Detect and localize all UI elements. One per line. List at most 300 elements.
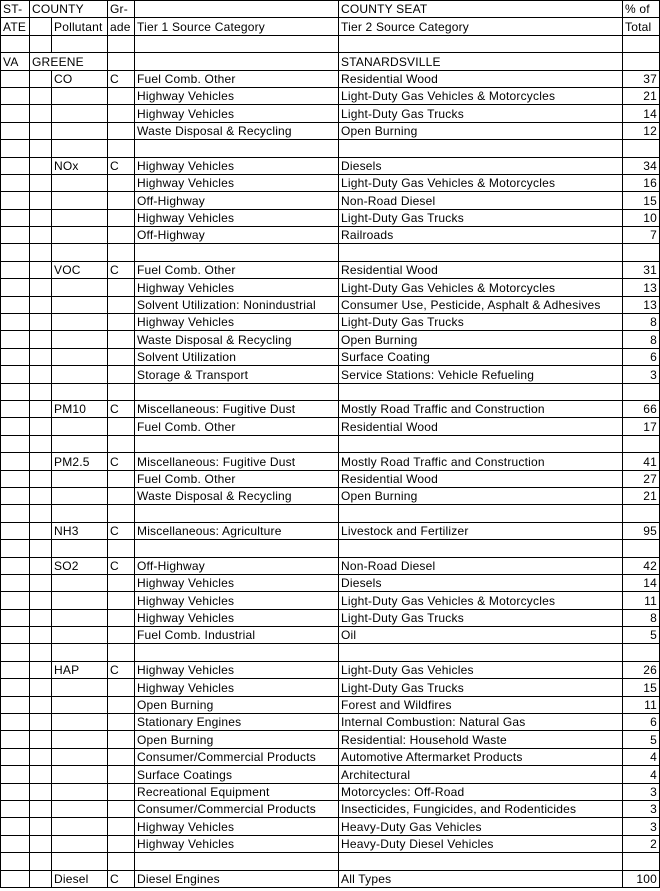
pollutant-cell: PM10	[52, 400, 108, 417]
tier2-cell: Internal Combustion: Natural Gas	[339, 714, 623, 731]
tier2-cell: Motorcycles: Off-Road	[339, 783, 623, 800]
header-grade-top: Gr-	[108, 1, 135, 18]
table-row	[1, 609, 660, 626]
percent-cell: 14	[623, 105, 660, 122]
state-blank	[1, 453, 30, 470]
table-row	[1, 522, 660, 539]
pollutant-blank	[52, 174, 108, 191]
spacer-row	[1, 505, 660, 522]
pollutant-blank	[52, 731, 108, 748]
county-blank	[30, 122, 52, 139]
state-blank	[1, 296, 30, 313]
table-row	[1, 766, 660, 783]
county-blank	[30, 227, 52, 244]
pollutant-blank	[52, 592, 108, 609]
county-blank	[30, 714, 52, 731]
pollutant-cell: VOC	[52, 261, 108, 278]
tier2-cell: Service Stations: Vehicle Refueling	[339, 366, 623, 383]
tier2-cell: Light-Duty Gas Trucks	[339, 105, 623, 122]
grade-blank	[108, 87, 135, 104]
tier2-cell: Heavy-Duty Diesel Vehicles	[339, 835, 623, 852]
grade-blank	[108, 609, 135, 626]
header-tier2: Tier 2 Source Category	[339, 18, 623, 35]
county-blank	[30, 627, 52, 644]
table-row	[1, 261, 660, 278]
percent-cell: 11	[623, 592, 660, 609]
table-row	[1, 227, 660, 244]
percent-cell: 11	[623, 696, 660, 713]
grade-blank	[108, 487, 135, 504]
county-blank	[30, 487, 52, 504]
tier2-cell: Diesels	[339, 157, 623, 174]
state-blank	[1, 748, 30, 765]
grade-blank	[108, 748, 135, 765]
pollutant-blank	[52, 818, 108, 835]
tier1-cell: Miscellaneous: Fugitive Dust	[135, 400, 339, 417]
county-blank	[30, 592, 52, 609]
header-row-1	[1, 1, 660, 18]
percent-cell: 8	[623, 314, 660, 331]
county-blank	[30, 522, 52, 539]
percent-cell: 4	[623, 766, 660, 783]
table-row	[1, 714, 660, 731]
pollutant-blank	[52, 574, 108, 591]
header-tier1-top	[135, 1, 339, 18]
county-blank	[30, 453, 52, 470]
grade-blank	[108, 835, 135, 852]
county-blank	[30, 348, 52, 365]
county-blank	[30, 331, 52, 348]
percent-cell: 27	[623, 470, 660, 487]
percent-cell: 5	[623, 731, 660, 748]
grade-blank	[108, 418, 135, 435]
pollutant-blank	[52, 696, 108, 713]
grade-cell: C	[108, 70, 135, 87]
state-blank	[1, 174, 30, 191]
table-row	[1, 400, 660, 417]
percent-cell: 14	[623, 574, 660, 591]
pollutant-cell: Diesel	[52, 870, 108, 887]
percent-cell: 15	[623, 679, 660, 696]
county-blank	[30, 731, 52, 748]
county-blank	[30, 105, 52, 122]
grade-blank	[108, 592, 135, 609]
county-blank	[30, 870, 52, 887]
state-blank	[1, 557, 30, 574]
tier1-cell: Surface Coatings	[135, 766, 339, 783]
table-row	[1, 783, 660, 800]
grade-blank	[108, 731, 135, 748]
table-row	[1, 800, 660, 817]
county-blank	[30, 366, 52, 383]
percent-cell: 31	[623, 261, 660, 278]
state-blank	[1, 714, 30, 731]
percent-cell: 13	[623, 279, 660, 296]
table-row	[1, 870, 660, 887]
grade-blank	[108, 470, 135, 487]
table-row	[1, 366, 660, 383]
tier1-cell: Miscellaneous: Fugitive Dust	[135, 453, 339, 470]
percent-cell: 95	[623, 522, 660, 539]
table-row	[1, 418, 660, 435]
tier2-cell: Heavy-Duty Gas Vehicles	[339, 818, 623, 835]
grade-blank	[108, 766, 135, 783]
county-blank	[30, 609, 52, 626]
state-blank	[1, 835, 30, 852]
percent-cell: 13	[623, 296, 660, 313]
pollutant-blank	[52, 279, 108, 296]
tier1-cell: Waste Disposal & Recycling	[135, 331, 339, 348]
tier1-cell: Storage & Transport	[135, 366, 339, 383]
pollutant-blank	[52, 192, 108, 209]
county-blank	[30, 470, 52, 487]
county-blank	[30, 818, 52, 835]
percent-cell: 4	[623, 748, 660, 765]
grade-blank	[108, 348, 135, 365]
county-blank	[30, 418, 52, 435]
state-blank	[1, 261, 30, 278]
tier2-cell: Consumer Use, Pesticide, Asphalt & Adhesives	[339, 296, 623, 313]
state-blank	[1, 87, 30, 104]
header-state-bottom: ATE	[1, 18, 30, 35]
table-row	[1, 87, 660, 104]
tier1-cell: Diesel Engines	[135, 870, 339, 887]
county-blank	[30, 766, 52, 783]
table-row	[1, 592, 660, 609]
percent-cell: 5	[623, 627, 660, 644]
table-row	[1, 696, 660, 713]
tier1-cell: Waste Disposal & Recycling	[135, 487, 339, 504]
county-blank	[30, 209, 52, 226]
county-blank	[30, 661, 52, 678]
state-blank	[1, 783, 30, 800]
grade-cell: C	[108, 522, 135, 539]
table-row	[1, 348, 660, 365]
table-row	[1, 627, 660, 644]
county-blank	[30, 157, 52, 174]
pollutant-blank	[52, 800, 108, 817]
county-blank	[30, 279, 52, 296]
tier1-cell: Highway Vehicles	[135, 174, 339, 191]
pollutant-blank	[52, 331, 108, 348]
grade-blank	[108, 122, 135, 139]
grade-blank	[108, 192, 135, 209]
percent-cell: 21	[623, 487, 660, 504]
pollutant-cell: NH3	[52, 522, 108, 539]
pollutant-cell: CO	[52, 70, 108, 87]
state-blank	[1, 279, 30, 296]
percent-cell: 2	[623, 835, 660, 852]
tier2-cell: Oil	[339, 627, 623, 644]
state-blank	[1, 522, 30, 539]
tier2-cell: Mostly Road Traffic and Construction	[339, 400, 623, 417]
header-county-bottom	[30, 18, 52, 35]
grade-blank	[108, 818, 135, 835]
pollutant-blank	[52, 766, 108, 783]
grade-cell: C	[108, 661, 135, 678]
header-row-2	[1, 18, 660, 35]
percent-cell: 16	[623, 174, 660, 191]
percent-cell: 8	[623, 609, 660, 626]
county-seat-cell: STANARDSVILLE	[339, 53, 623, 70]
tier2-cell: All Types	[339, 870, 623, 887]
spacer-row	[1, 383, 660, 400]
tier2-cell: Automotive Aftermarket Products	[339, 748, 623, 765]
pollutant-blank	[52, 470, 108, 487]
pollutant-blank	[52, 748, 108, 765]
spacer-row	[1, 435, 660, 452]
header-county-top: COUNTY	[30, 1, 108, 18]
county-blank	[30, 748, 52, 765]
tier1-cell: Waste Disposal & Recycling	[135, 122, 339, 139]
tier2-cell: Light-Duty Gas Trucks	[339, 679, 623, 696]
percent-cell: 37	[623, 70, 660, 87]
percent-cell: 3	[623, 783, 660, 800]
state-blank	[1, 818, 30, 835]
state-blank	[1, 800, 30, 817]
county-blank	[30, 314, 52, 331]
county-blank	[30, 192, 52, 209]
tier1-cell: Fuel Comb. Other	[135, 70, 339, 87]
tier1-cell: Fuel Comb. Other	[135, 418, 339, 435]
tier2-cell: Railroads	[339, 227, 623, 244]
grade-blank	[108, 679, 135, 696]
table-row	[1, 157, 660, 174]
county-blank	[30, 87, 52, 104]
pollutant-cell: PM2.5	[52, 453, 108, 470]
tier1-cell: Highway Vehicles	[135, 279, 339, 296]
county-blank	[30, 557, 52, 574]
percent-cell: 6	[623, 348, 660, 365]
percent-cell: 7	[623, 227, 660, 244]
tier1-cell: Solvent Utilization: Nonindustrial	[135, 296, 339, 313]
pollutant-blank	[52, 348, 108, 365]
county-cell: GREENE	[30, 53, 108, 70]
state-blank	[1, 105, 30, 122]
tier2-cell: Livestock and Fertilizer	[339, 522, 623, 539]
tier1-cell: Solvent Utilization	[135, 348, 339, 365]
grade-blank	[108, 366, 135, 383]
tier2-cell: Mostly Road Traffic and Construction	[339, 453, 623, 470]
tier2-cell: Open Burning	[339, 487, 623, 504]
grade-blank	[108, 227, 135, 244]
percent-cell: 3	[623, 818, 660, 835]
tier2-cell: Open Burning	[339, 122, 623, 139]
pollutant-blank	[52, 296, 108, 313]
percent-cell: 3	[623, 800, 660, 817]
tier2-cell: Non-Road Diesel	[339, 192, 623, 209]
pollutant-blank	[52, 418, 108, 435]
tier1-cell: Highway Vehicles	[135, 105, 339, 122]
tier1-cell: Highway Vehicles	[135, 314, 339, 331]
header-grade-bottom: ade	[108, 18, 135, 35]
state-blank	[1, 696, 30, 713]
grade-blank	[108, 279, 135, 296]
percent-cell: 100	[623, 870, 660, 887]
tier2-cell: Architectural	[339, 766, 623, 783]
percent-cell: 42	[623, 557, 660, 574]
tier2-cell: Residential: Household Waste	[339, 731, 623, 748]
tier2-cell: Residential Wood	[339, 418, 623, 435]
table-row	[1, 679, 660, 696]
grade-cell: C	[108, 157, 135, 174]
table-row	[1, 574, 660, 591]
header-state-top: ST-	[1, 1, 30, 18]
percent-cell: 8	[623, 331, 660, 348]
tier1-cell: Miscellaneous: Agriculture	[135, 522, 339, 539]
table-body	[1, 1, 660, 888]
spacer-row	[1, 244, 660, 261]
table-row	[1, 835, 660, 852]
state-blank	[1, 679, 30, 696]
state-blank	[1, 627, 30, 644]
grade-blank	[108, 331, 135, 348]
tier2-cell: Light-Duty Gas Trucks	[339, 209, 623, 226]
tier2-cell: Surface Coating	[339, 348, 623, 365]
table-row	[1, 279, 660, 296]
table-row	[1, 192, 660, 209]
tier2-cell: Light-Duty Gas Vehicles	[339, 661, 623, 678]
table-row	[1, 209, 660, 226]
state-blank	[1, 348, 30, 365]
county-blank	[30, 696, 52, 713]
percent-cell: 21	[623, 87, 660, 104]
table-row	[1, 70, 660, 87]
pollutant-blank	[52, 366, 108, 383]
percent-cell: 17	[623, 418, 660, 435]
percent-cell: 26	[623, 661, 660, 678]
table-row	[1, 174, 660, 191]
grade-blank	[108, 783, 135, 800]
county-blank	[30, 296, 52, 313]
state-blank	[1, 470, 30, 487]
county-blank	[30, 679, 52, 696]
grade-blank	[108, 174, 135, 191]
state-blank	[1, 331, 30, 348]
state-blank	[1, 487, 30, 504]
percent-cell: 41	[623, 453, 660, 470]
state-blank	[1, 157, 30, 174]
tier1-cell: Consumer/Commercial Products	[135, 800, 339, 817]
tier1-cell: Highway Vehicles	[135, 209, 339, 226]
county-blank	[30, 174, 52, 191]
table-row	[1, 331, 660, 348]
tier1-cell: Open Burning	[135, 696, 339, 713]
percent-cell: 6	[623, 714, 660, 731]
pollutant-blank	[52, 835, 108, 852]
table-row	[1, 661, 660, 678]
grade-cell: C	[108, 453, 135, 470]
tier1-cell: Highway Vehicles	[135, 609, 339, 626]
grade-blank	[108, 574, 135, 591]
tier1-cell: Consumer/Commercial Products	[135, 748, 339, 765]
pollutant-blank	[52, 609, 108, 626]
county-blank	[30, 574, 52, 591]
pollutant-blank	[52, 627, 108, 644]
tier2-cell: Insecticides, Fungicides, and Rodenticides	[339, 800, 623, 817]
table-row	[1, 748, 660, 765]
percent-cell: 10	[623, 209, 660, 226]
tier1-cell: Off-Highway	[135, 227, 339, 244]
tier2-cell: Residential Wood	[339, 261, 623, 278]
grade-cell: C	[108, 870, 135, 887]
table-row	[1, 470, 660, 487]
state-blank	[1, 592, 30, 609]
tier1-cell: Off-Highway	[135, 192, 339, 209]
tier1-cell: Highway Vehicles	[135, 87, 339, 104]
county-blank	[30, 783, 52, 800]
percent-cell: 34	[623, 157, 660, 174]
grade-blank	[108, 714, 135, 731]
state-blank	[1, 574, 30, 591]
tier1-cell: Stationary Engines	[135, 714, 339, 731]
tier1-cell: Highway Vehicles	[135, 574, 339, 591]
tier2-cell: Residential Wood	[339, 470, 623, 487]
tier2-cell: Light-Duty Gas Vehicles & Motorcycles	[339, 592, 623, 609]
grade-blank	[108, 105, 135, 122]
pollutant-blank	[52, 209, 108, 226]
location-row	[1, 53, 660, 70]
pollutant-cell: SO2	[52, 557, 108, 574]
header-pollutant: Pollutant	[52, 18, 108, 35]
pollutant-blank	[52, 314, 108, 331]
table-row	[1, 818, 660, 835]
state-blank	[1, 227, 30, 244]
grade-blank	[108, 209, 135, 226]
county-blank	[30, 800, 52, 817]
tier2-cell: Light-Duty Gas Trucks	[339, 314, 623, 331]
pollutant-blank	[52, 714, 108, 731]
grade-blank	[108, 800, 135, 817]
percent-cell: 3	[623, 366, 660, 383]
table-row	[1, 122, 660, 139]
grade-cell: C	[108, 400, 135, 417]
spacer-row	[1, 540, 660, 557]
state-blank	[1, 731, 30, 748]
table-row	[1, 487, 660, 504]
header-tier1: Tier 1 Source Category	[135, 18, 339, 35]
tier1-cell: Highway Vehicles	[135, 157, 339, 174]
grade-blank	[108, 314, 135, 331]
county-blank	[30, 835, 52, 852]
state-blank	[1, 661, 30, 678]
header-percent-top: % of	[623, 1, 660, 18]
table-row	[1, 731, 660, 748]
county-blank	[30, 400, 52, 417]
pollutant-blank	[52, 783, 108, 800]
grade-blank	[108, 296, 135, 313]
grade-cell: C	[108, 557, 135, 574]
tier2-cell: Open Burning	[339, 331, 623, 348]
percent-cell: 15	[623, 192, 660, 209]
tier1-cell: Highway Vehicles	[135, 592, 339, 609]
state-cell: VA	[1, 53, 30, 70]
state-blank	[1, 192, 30, 209]
state-blank	[1, 400, 30, 417]
pollutant-cell: HAP	[52, 661, 108, 678]
tier1-cell: Fuel Comb. Other	[135, 470, 339, 487]
tier2-cell: Diesels	[339, 574, 623, 591]
state-blank	[1, 122, 30, 139]
tier2-cell: Light-Duty Gas Trucks	[339, 609, 623, 626]
spacer-row	[1, 140, 660, 157]
state-blank	[1, 70, 30, 87]
tier1-cell: Fuel Comb. Industrial	[135, 627, 339, 644]
table-row	[1, 453, 660, 470]
tier1-cell: Highway Vehicles	[135, 661, 339, 678]
state-blank	[1, 209, 30, 226]
pollutant-blank	[52, 679, 108, 696]
